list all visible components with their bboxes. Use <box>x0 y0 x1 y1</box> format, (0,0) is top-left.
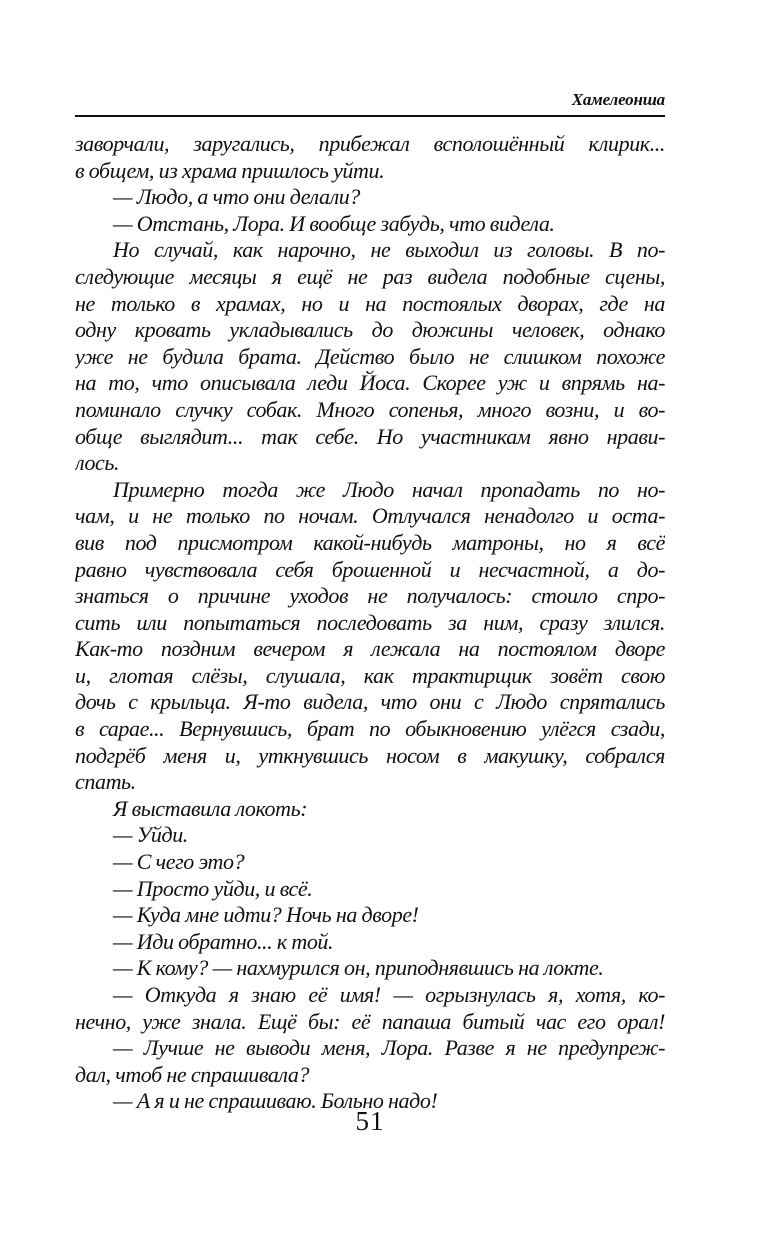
text-line: Примерно тогда же Людо начал пропадать по но- <box>113 476 665 502</box>
text-line: заворчали, заругались, прибежал всполошённый клирик... <box>75 131 665 156</box>
text-line: Но случай, как нарочно, не выходил из головы. В по- <box>113 237 665 263</box>
text-line: дал, чтоб не спрашивала? <box>75 1061 310 1087</box>
text-line: лось. <box>75 450 120 476</box>
page-number: 51 <box>355 1106 385 1136</box>
header-rule <box>75 115 665 117</box>
text-line: уже не будила брата. Действо было не слишком похоже <box>75 343 665 369</box>
text-line: нечно, уже знала. Ещё бы: её папаша битый час его орал! <box>75 1008 665 1034</box>
text-line: вив под присмотром какой-нибудь матроны, но я всё <box>75 529 665 555</box>
text-line: обще выглядит... так себе. Но участникам явно нрави- <box>75 423 665 449</box>
text-line: в общем, из храма пришлось уйти. <box>75 157 385 183</box>
text-line: — Куда мне идти? Ночь на дворе! <box>113 902 419 928</box>
text-line: — Лучше не выводи меня, Лора. Разве я не предупреж- <box>113 1035 665 1061</box>
text-line: — Откуда я знаю её имя! — огрызнулась я, хотя, ко- <box>113 982 665 1007</box>
text-line: сить или попытаться последовать за ним, сразу злился. <box>75 609 665 635</box>
page-body <box>75 131 665 1115</box>
text-line: равно чувствовала себя брошенной и несчастной, а до- <box>75 556 665 582</box>
text-line: Я выставила локоть: <box>113 795 308 821</box>
text-line: — К кому? — нахмурился он, приподнявшись на локте. <box>113 955 604 981</box>
running-title: Хамелеонша <box>571 90 665 109</box>
text-line: дочь с крыльца. Я-то видела, что они с Людо спрятались <box>75 689 665 715</box>
text-line: — Людо, а что они делали? <box>113 184 360 210</box>
text-line: — Уйди. <box>113 822 188 848</box>
text-line: не только в храмах, но и на постоялых дворах, где на <box>75 290 665 316</box>
text-line: — А я и не спрашиваю. Больно надо! <box>113 1088 438 1114</box>
text-line: и, глотая слёзы, слушала, как трактирщик зовёт свою <box>75 662 665 688</box>
text-line: на то, что описывала леди Йоса. Скорее уж и впрямь на- <box>75 370 665 396</box>
text-line: чам, и не только по ночам. Отлучался ненадолго и оста- <box>75 503 665 529</box>
text-line: следующие месяцы я ещё не раз видела подобные сцены, <box>75 263 665 289</box>
text-line: Как-то поздним вечером я лежала на постоялом дворе <box>75 636 665 662</box>
text-line: поминало случку собак. Много сопенья, много возни, и во- <box>75 396 665 422</box>
text-line: — Просто уйди, и всё. <box>113 875 313 901</box>
text-line: — Отстань, Лора. И вообще забудь, что видела. <box>113 210 555 236</box>
text-line: — Иди обратно... к той. <box>113 928 334 954</box>
text-line: знаться о причине уходов не получалось: стоило спро- <box>75 583 665 609</box>
text-line: спать. <box>75 769 136 795</box>
text-line: — С чего это? <box>113 849 245 875</box>
text-line: подгрёб меня и, уткнувшись носом в макушку, собрался <box>75 742 665 768</box>
text-line: в сарае... Вернувшись, брат по обыкновению улёгся сзади, <box>75 716 665 742</box>
text-line: одну кровать укладывались до дюжины человек, однако <box>75 317 665 343</box>
